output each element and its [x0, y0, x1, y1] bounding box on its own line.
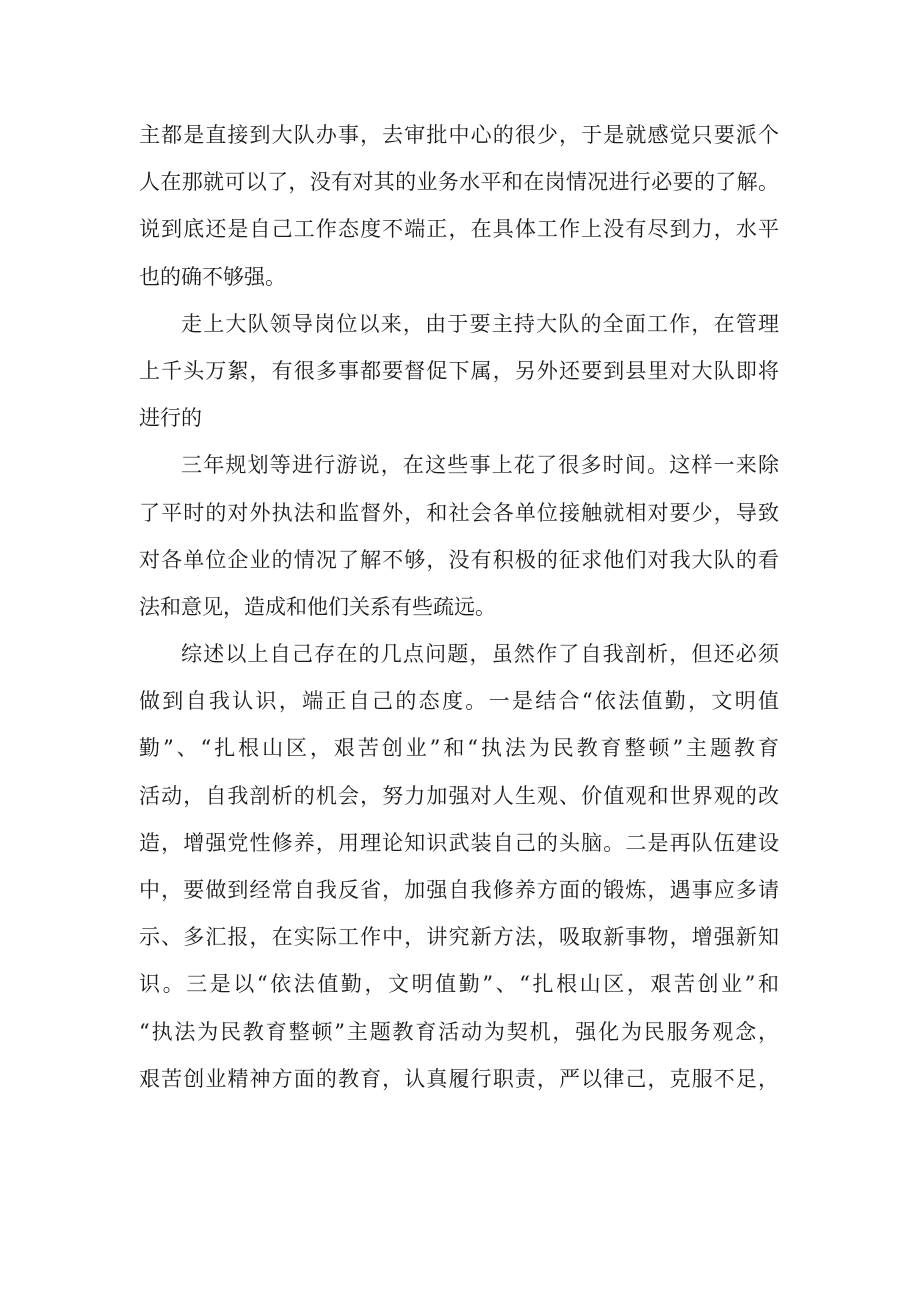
text-line: 识。三是以“依法值勤，文明值勤”、“扎根山区，艰苦创业”和	[139, 972, 779, 997]
text-line: 人在那就可以了，没有对其的业务水平和在岗情况进行必要的了解。	[139, 170, 779, 195]
body-text	[139, 112, 779, 1103]
text-line: 综述以上自己存在的几点问题，虽然作了自我剖析，但还必须	[181, 642, 779, 667]
text-line: 造，增强党性修养，用理论知识武装自己的头脑。二是再队伍建设	[139, 830, 779, 855]
text-line: 对各单位企业的情况了解不够，没有积极的征求他们对我大队的看	[139, 547, 779, 572]
text-line: 进行的	[139, 406, 202, 431]
text-line: 上千头万絮，有很多事都要督促下属，另外还要到县里对大队即将	[139, 358, 779, 383]
text-line: 说到底还是自己工作态度不端正，在具体工作上没有尽到力，水平	[139, 217, 779, 242]
text-line: 做到自我认识，端正自己的态度。一是结合“依法值勤，文明值	[139, 689, 779, 714]
text-line: 了平时的对外执法和监督外，和社会各单位接触就相对要少，导致	[139, 500, 779, 525]
text-line: 中，要做到经常自我反省，加强自我修养方面的锻炼，遇事应多请	[139, 878, 779, 902]
text-line: 也的确不够强。	[139, 264, 286, 289]
text-line: 勤”、“扎根山区，艰苦创业”和“执法为民教育整顿”主题教育	[139, 736, 779, 761]
text-line: 三年规划等进行游说，在这些事上花了很多时间。这样一来除	[181, 453, 779, 478]
text-line: 艰苦创业精神方面的教育，认真履行职责，严以律己，克服不足，	[139, 1066, 779, 1091]
text-line: “执法为民教育整顿”主题教育活动为契机，强化为民服务观念，	[139, 1019, 779, 1044]
text-line: 活动，自我剖析的机会，努力加强对人生观、价值观和世界观的改	[139, 783, 779, 808]
text-line: 主都是直接到大队办事，去审批中心的很少，于是就感觉只要派个	[139, 123, 779, 147]
text-line: 示、多汇报，在实际工作中，讲究新方法，吸取新事物，增强新知	[139, 925, 779, 950]
text-line: 法和意见，造成和他们关系有些疏远。	[139, 594, 496, 619]
text-line: 走上大队领导岗位以来，由于要主持大队的全面工作，在管理	[181, 311, 779, 336]
